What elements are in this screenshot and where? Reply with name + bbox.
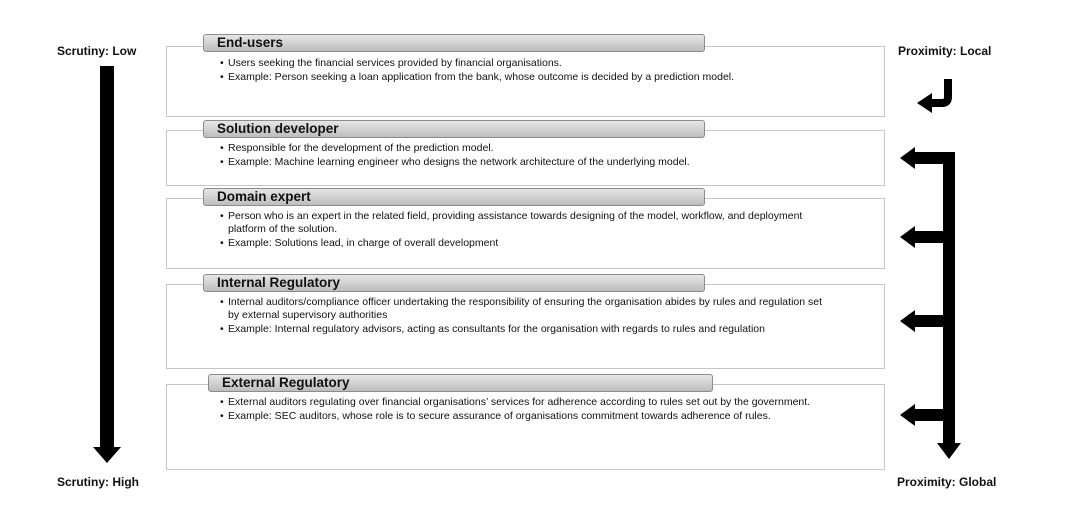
bullet: • External auditors regulating over financial organisations’ services for adherence according to rules set out by the government. [220, 396, 840, 409]
local-uturn-arrow-icon [917, 79, 948, 113]
stakeholder-title-end-users: End-users [203, 34, 705, 52]
bullet: • Example: Solutions lead, in charge of overall development [220, 237, 830, 250]
proximity-global-label: Proximity: Global [897, 475, 997, 489]
stakeholder-title-domain-expert: Domain expert [203, 188, 705, 206]
bullet: • Example: Machine learning engineer who designs the network architecture of the underlying model. [220, 156, 860, 169]
bullet: • Person who is an expert in the related field, providing assistance towards designing of the model, workflow, and deployment platform of the solution. [220, 210, 830, 236]
branch-arrow-domain-expert-icon [900, 226, 949, 248]
proximity-local-label: Proximity: Local [898, 44, 992, 58]
branch-arrow-internal-regulatory-icon [900, 310, 949, 332]
stakeholder-title-internal-regulatory: Internal Regulatory [203, 274, 705, 292]
scrutiny-arrow-icon [93, 66, 121, 463]
bullet: • Responsible for the development of the prediction model. [220, 142, 860, 155]
bullet: • Example: SEC auditors, whose role is to secure assurance of organisations commitment towards adherence of rules. [220, 410, 840, 423]
bullet: • Internal auditors/compliance officer undertaking the responsibility of ensuring the organisation abides by rules and regulation set by external supervisory authorities [220, 296, 830, 322]
stakeholder-title-solution-developer: Solution developer [203, 120, 705, 138]
bullet: • Users seeking the financial services provided by financial organisations. [220, 57, 830, 70]
bullet: • Example: Internal regulatory advisors, acting as consultants for the organisation with regards to rules and regulation [220, 323, 830, 336]
scrutiny-high-label: Scrutiny: High [57, 475, 140, 489]
scrutiny-low-label: Scrutiny: Low [57, 44, 137, 58]
bullet: • Example: Person seeking a loan application from the bank, whose outcome is decided by a prediction model. [220, 71, 830, 84]
branch-arrow-external-regulatory-icon [900, 404, 949, 426]
stakeholder-title-external-regulatory: External Regulatory [208, 374, 713, 392]
